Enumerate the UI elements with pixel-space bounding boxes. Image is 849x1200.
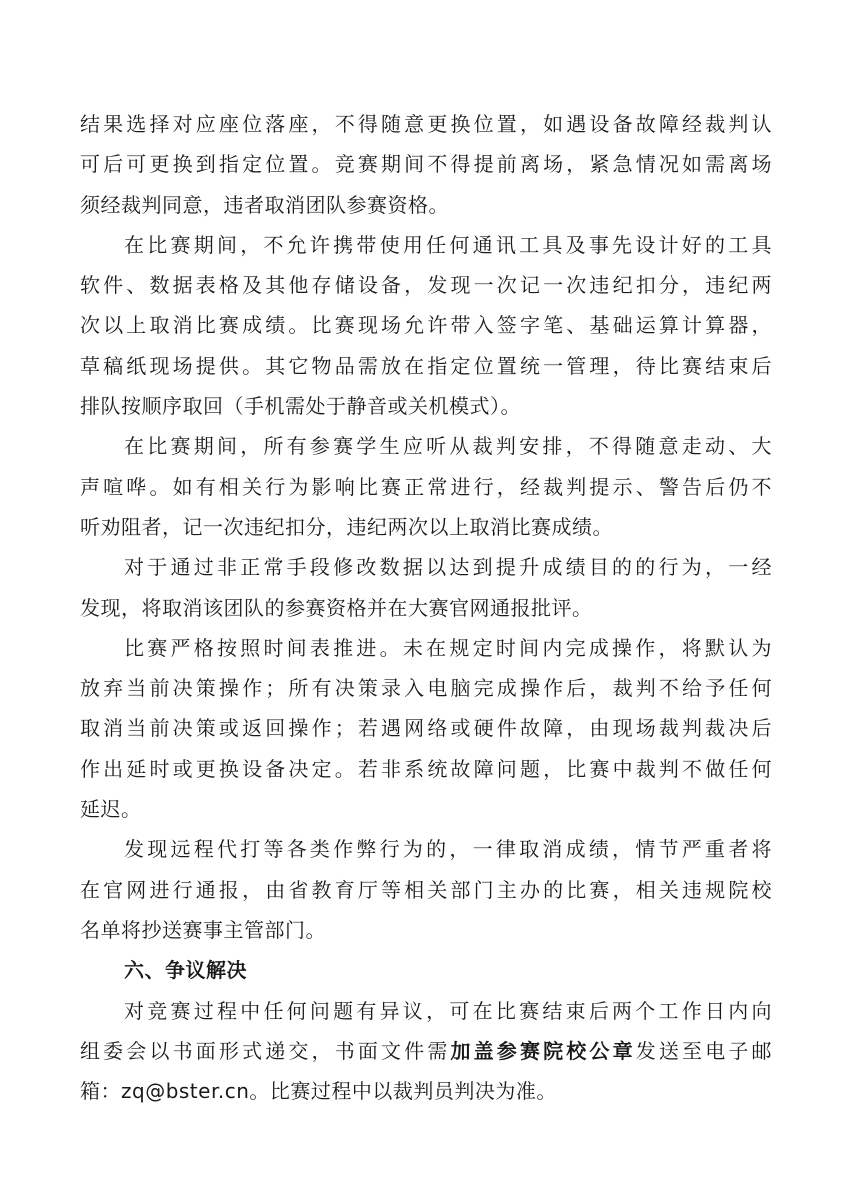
text-line: 发现，将取消该团队的参赛资格并在大赛官网通报批评。 (80, 595, 593, 620)
text-line (80, 1031, 772, 1071)
text-line: 在比赛期间，不允许携带使用任何通讯工具及事先设计好的工具 (124, 232, 772, 257)
text-line: 作出延时或更换设备决定。若非系统故障问题，比赛中裁判不做任何 (80, 756, 772, 781)
text-line: 须经裁判同意，违者取消团队参赛资格。 (80, 192, 449, 217)
paragraph (80, 829, 772, 950)
text-line: 取消当前决策或返回操作；若遇网络或硬件故障，由现场裁判裁决后 (80, 716, 772, 741)
paragraph (80, 628, 772, 829)
text-segment: 组委会以书面形式递交，书面文件需 (80, 1038, 451, 1063)
paragraph (80, 426, 772, 547)
paragraph (80, 104, 772, 225)
document-body (80, 104, 772, 1111)
text-line: 放弃当前决策操作；所有决策录入电脑完成操作后，裁判不给予任何 (80, 676, 772, 701)
text-line: 延迟。 (80, 797, 142, 822)
text-line: 箱：zq@bster.cn。比赛过程中以裁判员判决为准。 (80, 1079, 557, 1104)
bold-emphasis: 加盖参赛院校公章 (450, 1038, 636, 1063)
text-line: 名单将抄送赛事主管部门。 (80, 917, 326, 942)
text-line: 次以上取消比赛成绩。比赛现场允许带入签字笔、基础运算计算器， (80, 313, 772, 338)
paragraph (80, 991, 772, 1112)
text-line: 在比赛期间，所有参赛学生应听从裁判安排，不得随意走动、大 (124, 434, 772, 459)
text-line: 发现远程代打等各类作弊行为的，一律取消成绩，情节严重者将 (124, 837, 772, 862)
paragraph (80, 225, 772, 426)
text-line: 排队按顺序取回（手机需处于静音或关机模式）。 (80, 394, 521, 419)
text-line: 声喧哗。如有相关行为影响比赛正常进行，经裁判提示、警告后仍不 (80, 474, 772, 499)
text-segment: 发送至电子邮 (635, 1038, 773, 1063)
section-heading: 六、争议解决 (124, 958, 247, 983)
text-line: 软件、数据表格及其他存储设备，发现一次记一次违纪扣分，违纪两 (80, 273, 772, 298)
text-line: 对于通过非正常手段修改数据以达到提升成绩目的的行为，一经 (124, 555, 772, 580)
text-line: 对竞赛过程中任何问题有异议，可在比赛结束后两个工作日内向 (124, 998, 772, 1023)
text-line: 草稿纸现场提供。其它物品需放在指定位置统一管理，待比赛结束后 (80, 353, 772, 378)
text-line: 可后可更换到指定位置。竞赛期间不得提前离场，紧急情况如需离场 (80, 152, 772, 177)
paragraph (80, 547, 772, 628)
text-line: 在官网进行通报，由省教育厅等相关部门主办的比赛，相关违规院校 (80, 877, 772, 902)
text-line: 听劝阻者，记一次违纪扣分，违纪两次以上取消比赛成绩。 (80, 514, 613, 539)
text-line: 比赛严格按照时间表推进。未在规定时间内完成操作，将默认为 (124, 635, 772, 660)
text-line: 结果选择对应座位落座，不得随意更换位置，如遇设备故障经裁判认 (80, 112, 772, 136)
